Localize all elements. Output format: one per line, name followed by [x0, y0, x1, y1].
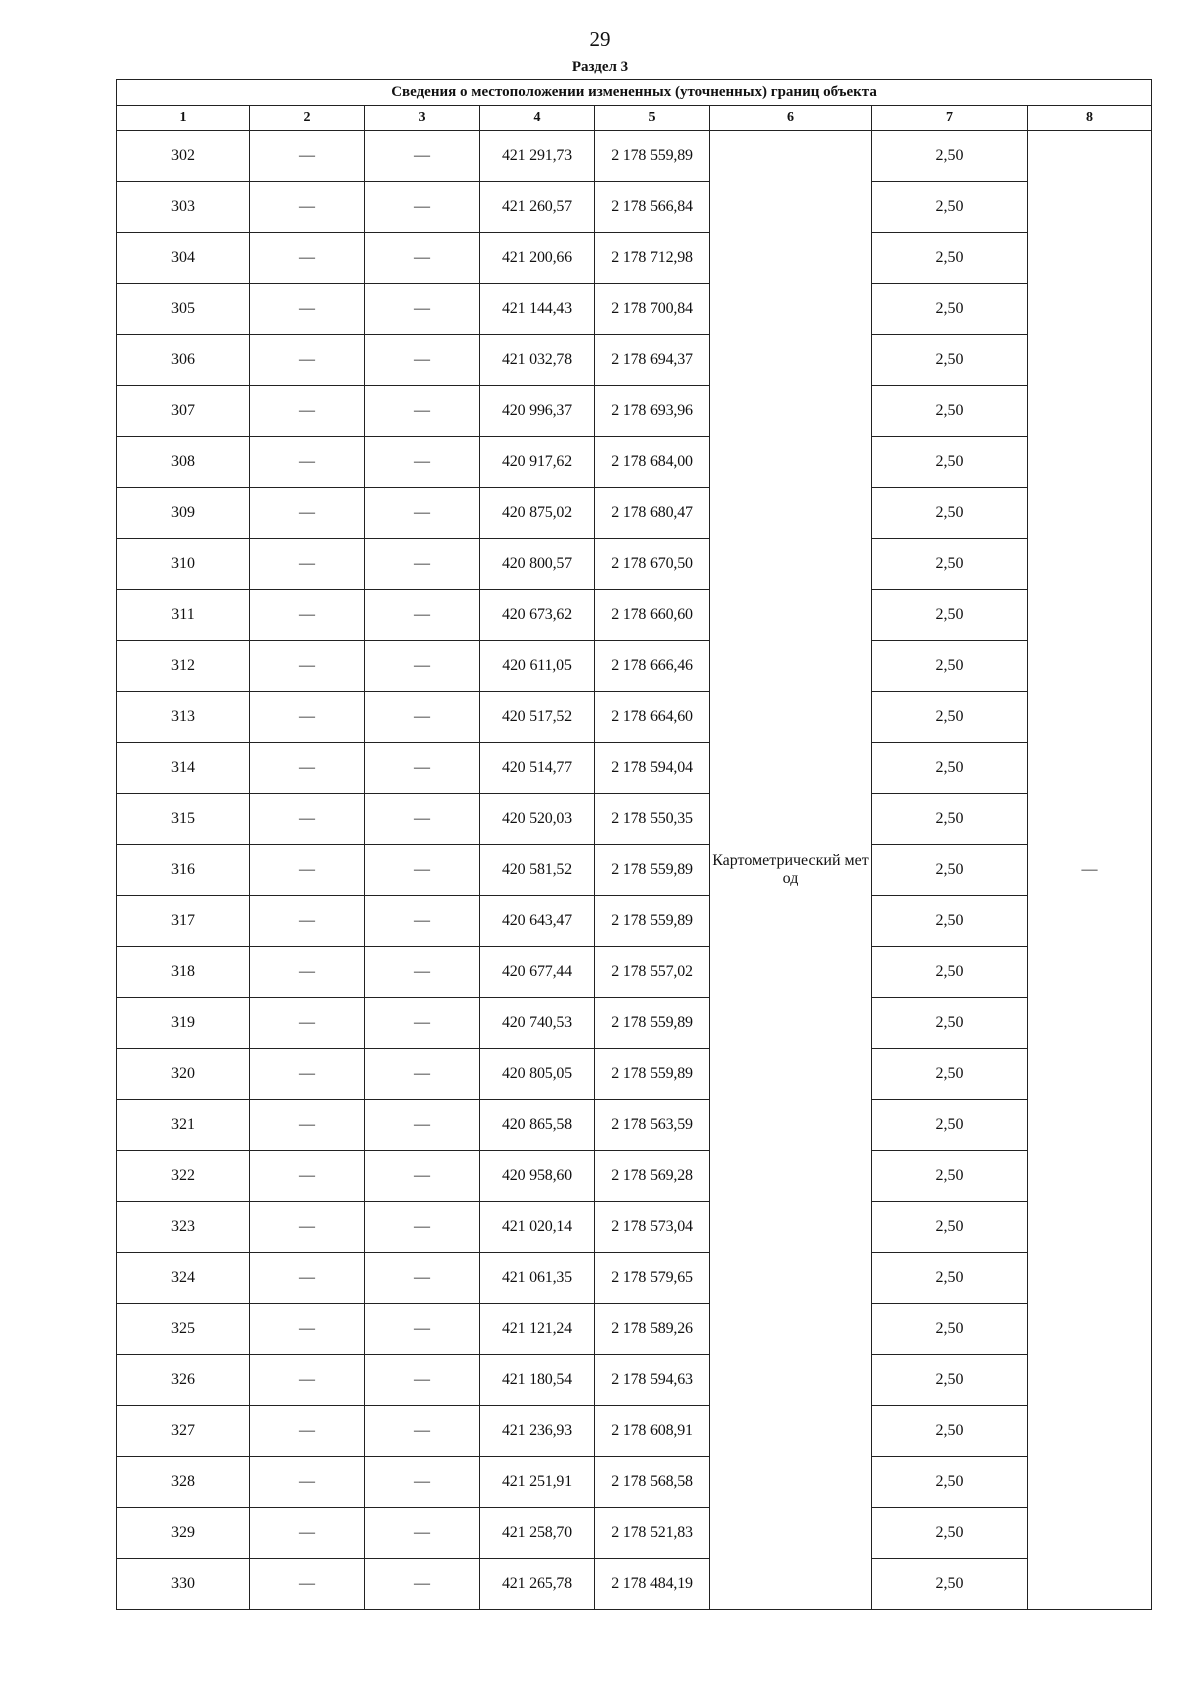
x-coordinate-cell: 421 032,78: [480, 335, 595, 386]
table-row: [117, 182, 1152, 233]
point-number-cell: 312: [117, 641, 250, 692]
x-coordinate-cell: 421 200,66: [480, 233, 595, 284]
column-2-cell: —: [250, 998, 365, 1049]
column-3-cell: —: [365, 845, 480, 896]
column-number-1: 1: [117, 106, 250, 131]
column-number-5: 5: [595, 106, 710, 131]
accuracy-cell: 2,50: [872, 1508, 1028, 1559]
point-number-cell: 317: [117, 896, 250, 947]
y-coordinate-cell: 2 178 566,84: [595, 182, 710, 233]
accuracy-cell: 2,50: [872, 692, 1028, 743]
column-2-cell: —: [250, 947, 365, 998]
table-row: [117, 590, 1152, 641]
point-number-cell: 318: [117, 947, 250, 998]
column-2-cell: —: [250, 1049, 365, 1100]
table-row: [117, 1202, 1152, 1253]
column-2-cell: —: [250, 1304, 365, 1355]
x-coordinate-cell: 421 291,73: [480, 131, 595, 182]
column-2-cell: —: [250, 1355, 365, 1406]
point-number-cell: 324: [117, 1253, 250, 1304]
table-row: [117, 539, 1152, 590]
column-2-cell: —: [250, 1457, 365, 1508]
column-3-cell: —: [365, 947, 480, 998]
column-3-cell: —: [365, 998, 480, 1049]
table-row: [117, 896, 1152, 947]
point-number-cell: 303: [117, 182, 250, 233]
table-row: [117, 335, 1152, 386]
method-cell: Картометрический метод: [710, 131, 872, 1610]
column-3-cell: —: [365, 1202, 480, 1253]
table-row: [117, 488, 1152, 539]
y-coordinate-cell: 2 178 563,59: [595, 1100, 710, 1151]
x-coordinate-cell: 421 061,35: [480, 1253, 595, 1304]
table-row: [117, 1355, 1152, 1406]
column-2-cell: —: [250, 1202, 365, 1253]
point-number-cell: 325: [117, 1304, 250, 1355]
y-coordinate-cell: 2 178 484,19: [595, 1559, 710, 1610]
column-2-cell: —: [250, 1100, 365, 1151]
column-2-cell: —: [250, 794, 365, 845]
y-coordinate-cell: 2 178 666,46: [595, 641, 710, 692]
accuracy-cell: 2,50: [872, 284, 1028, 335]
table-row: [117, 1049, 1152, 1100]
y-coordinate-cell: 2 178 660,60: [595, 590, 710, 641]
table-row: [117, 1457, 1152, 1508]
point-number-cell: 306: [117, 335, 250, 386]
column-3-cell: —: [365, 692, 480, 743]
column-2-cell: —: [250, 1508, 365, 1559]
section-title: Раздел 3: [571, 59, 629, 75]
y-coordinate-cell: 2 178 670,50: [595, 539, 710, 590]
accuracy-cell: 2,50: [872, 794, 1028, 845]
point-number-cell: 321: [117, 1100, 250, 1151]
accuracy-cell: 2,50: [872, 590, 1028, 641]
accuracy-cell: 2,50: [872, 1406, 1028, 1457]
table-row: [117, 233, 1152, 284]
x-coordinate-cell: 420 517,52: [480, 692, 595, 743]
accuracy-cell: 2,50: [872, 1253, 1028, 1304]
column-2-cell: —: [250, 437, 365, 488]
column-2-cell: —: [250, 539, 365, 590]
column-2-cell: —: [250, 182, 365, 233]
table-row: [117, 1253, 1152, 1304]
point-number-cell: 308: [117, 437, 250, 488]
column-2-cell: —: [250, 131, 365, 182]
column-3-cell: —: [365, 1406, 480, 1457]
column-3-cell: —: [365, 590, 480, 641]
table-row: [117, 284, 1152, 335]
table-row: [117, 947, 1152, 998]
accuracy-cell: 2,50: [872, 182, 1028, 233]
x-coordinate-cell: 420 611,05: [480, 641, 595, 692]
table-row: [117, 1406, 1152, 1457]
accuracy-cell: 2,50: [872, 641, 1028, 692]
table-row: [117, 1151, 1152, 1202]
column-3-cell: —: [365, 743, 480, 794]
table-row: [117, 1508, 1152, 1559]
column-2-cell: —: [250, 1253, 365, 1304]
point-number-cell: 328: [117, 1457, 250, 1508]
x-coordinate-cell: 421 236,93: [480, 1406, 595, 1457]
point-number-cell: 327: [117, 1406, 250, 1457]
y-coordinate-cell: 2 178 559,89: [595, 131, 710, 182]
x-coordinate-cell: 421 121,24: [480, 1304, 595, 1355]
accuracy-cell: 2,50: [872, 437, 1028, 488]
accuracy-cell: 2,50: [872, 1457, 1028, 1508]
x-coordinate-cell: 420 958,60: [480, 1151, 595, 1202]
column-number-3: 3: [365, 106, 480, 131]
table-row: [117, 1304, 1152, 1355]
point-number-cell: 319: [117, 998, 250, 1049]
point-number-cell: 326: [117, 1355, 250, 1406]
x-coordinate-cell: 421 180,54: [480, 1355, 595, 1406]
column-2-cell: —: [250, 641, 365, 692]
x-coordinate-cell: 421 020,14: [480, 1202, 595, 1253]
x-coordinate-cell: 420 805,05: [480, 1049, 595, 1100]
accuracy-cell: 2,50: [872, 1202, 1028, 1253]
table-row: [117, 641, 1152, 692]
column-3-cell: —: [365, 1151, 480, 1202]
table-row: [117, 386, 1152, 437]
accuracy-cell: 2,50: [872, 1559, 1028, 1610]
accuracy-cell: 2,50: [872, 845, 1028, 896]
column-2-cell: —: [250, 692, 365, 743]
column-3-cell: —: [365, 539, 480, 590]
x-coordinate-cell: 420 865,58: [480, 1100, 595, 1151]
page-number: 29: [589, 27, 611, 51]
column-2-cell: —: [250, 896, 365, 947]
y-coordinate-cell: 2 178 589,26: [595, 1304, 710, 1355]
y-coordinate-cell: 2 178 608,91: [595, 1406, 710, 1457]
x-coordinate-cell: 420 643,47: [480, 896, 595, 947]
y-coordinate-cell: 2 178 559,89: [595, 896, 710, 947]
column-3-cell: —: [365, 1253, 480, 1304]
table-row: [117, 437, 1152, 488]
x-coordinate-cell: 420 520,03: [480, 794, 595, 845]
column-8-cell: —: [1028, 131, 1152, 1610]
x-coordinate-cell: 420 800,57: [480, 539, 595, 590]
x-coordinate-cell: 420 996,37: [480, 386, 595, 437]
x-coordinate-cell: 420 875,02: [480, 488, 595, 539]
y-coordinate-cell: 2 178 573,04: [595, 1202, 710, 1253]
accuracy-cell: 2,50: [872, 998, 1028, 1049]
column-2-cell: —: [250, 743, 365, 794]
table-row: [117, 794, 1152, 845]
column-3-cell: —: [365, 386, 480, 437]
accuracy-cell: 2,50: [872, 386, 1028, 437]
column-2-cell: —: [250, 845, 365, 896]
x-coordinate-cell: 421 265,78: [480, 1559, 595, 1610]
column-3-cell: —: [365, 284, 480, 335]
point-number-cell: 311: [117, 590, 250, 641]
table-row: [117, 692, 1152, 743]
column-3-cell: —: [365, 1049, 480, 1100]
accuracy-cell: 2,50: [872, 947, 1028, 998]
x-coordinate-cell: 420 673,62: [480, 590, 595, 641]
table-row: [117, 131, 1152, 182]
column-3-cell: —: [365, 1100, 480, 1151]
y-coordinate-cell: 2 178 594,63: [595, 1355, 710, 1406]
column-3-cell: —: [365, 437, 480, 488]
y-coordinate-cell: 2 178 680,47: [595, 488, 710, 539]
accuracy-cell: 2,50: [872, 1304, 1028, 1355]
y-coordinate-cell: 2 178 568,58: [595, 1457, 710, 1508]
point-number-cell: 302: [117, 131, 250, 182]
column-number-2: 2: [250, 106, 365, 131]
point-number-cell: 307: [117, 386, 250, 437]
column-2-cell: —: [250, 1151, 365, 1202]
column-2-cell: —: [250, 488, 365, 539]
column-3-cell: —: [365, 131, 480, 182]
table-body: [117, 131, 1152, 1610]
y-coordinate-cell: 2 178 559,89: [595, 998, 710, 1049]
column-3-cell: —: [365, 641, 480, 692]
point-number-cell: 310: [117, 539, 250, 590]
column-3-cell: —: [365, 1508, 480, 1559]
accuracy-cell: 2,50: [872, 743, 1028, 794]
point-number-cell: 314: [117, 743, 250, 794]
accuracy-cell: 2,50: [872, 335, 1028, 386]
column-3-cell: —: [365, 488, 480, 539]
column-2-cell: —: [250, 335, 365, 386]
y-coordinate-cell: 2 178 521,83: [595, 1508, 710, 1559]
point-number-cell: 323: [117, 1202, 250, 1253]
column-3-cell: —: [365, 182, 480, 233]
point-number-cell: 330: [117, 1559, 250, 1610]
column-number-7: 7: [872, 106, 1028, 131]
x-coordinate-cell: 421 251,91: [480, 1457, 595, 1508]
table-row: [117, 1100, 1152, 1151]
point-number-cell: 320: [117, 1049, 250, 1100]
column-3-cell: —: [365, 335, 480, 386]
y-coordinate-cell: 2 178 700,84: [595, 284, 710, 335]
column-number-4: 4: [480, 106, 595, 131]
x-coordinate-cell: 420 677,44: [480, 947, 595, 998]
x-coordinate-cell: 420 514,77: [480, 743, 595, 794]
accuracy-cell: 2,50: [872, 539, 1028, 590]
y-coordinate-cell: 2 178 712,98: [595, 233, 710, 284]
y-coordinate-cell: 2 178 664,60: [595, 692, 710, 743]
x-coordinate-cell: 421 258,70: [480, 1508, 595, 1559]
column-2-cell: —: [250, 386, 365, 437]
table-row: [117, 1559, 1152, 1610]
y-coordinate-cell: 2 178 559,89: [595, 845, 710, 896]
point-number-cell: 305: [117, 284, 250, 335]
table-row: [117, 845, 1152, 896]
column-2-cell: —: [250, 233, 365, 284]
y-coordinate-cell: 2 178 550,35: [595, 794, 710, 845]
y-coordinate-cell: 2 178 693,96: [595, 386, 710, 437]
point-number-cell: 309: [117, 488, 250, 539]
accuracy-cell: 2,50: [872, 896, 1028, 947]
column-3-cell: —: [365, 794, 480, 845]
accuracy-cell: 2,50: [872, 488, 1028, 539]
column-3-cell: —: [365, 1457, 480, 1508]
accuracy-cell: 2,50: [872, 1151, 1028, 1202]
column-2-cell: —: [250, 590, 365, 641]
table-row: [117, 743, 1152, 794]
column-2-cell: —: [250, 284, 365, 335]
column-number-6: 6: [710, 106, 872, 131]
point-number-cell: 329: [117, 1508, 250, 1559]
boundary-coordinates-table: [116, 79, 1152, 1610]
y-coordinate-cell: 2 178 684,00: [595, 437, 710, 488]
table-row: [117, 998, 1152, 1049]
x-coordinate-cell: 420 917,62: [480, 437, 595, 488]
y-coordinate-cell: 2 178 579,65: [595, 1253, 710, 1304]
point-number-cell: 313: [117, 692, 250, 743]
column-3-cell: —: [365, 1559, 480, 1610]
accuracy-cell: 2,50: [872, 233, 1028, 284]
column-3-cell: —: [365, 233, 480, 284]
column-number-row: [117, 106, 1152, 131]
column-2-cell: —: [250, 1559, 365, 1610]
y-coordinate-cell: 2 178 594,04: [595, 743, 710, 794]
point-number-cell: 322: [117, 1151, 250, 1202]
column-2-cell: —: [250, 1406, 365, 1457]
column-number-8: 8: [1028, 106, 1152, 131]
y-coordinate-cell: 2 178 559,89: [595, 1049, 710, 1100]
accuracy-cell: 2,50: [872, 1100, 1028, 1151]
x-coordinate-cell: 421 260,57: [480, 182, 595, 233]
column-3-cell: —: [365, 1304, 480, 1355]
x-coordinate-cell: 420 581,52: [480, 845, 595, 896]
column-3-cell: —: [365, 896, 480, 947]
y-coordinate-cell: 2 178 569,28: [595, 1151, 710, 1202]
accuracy-cell: 2,50: [872, 131, 1028, 182]
column-3-cell: —: [365, 1355, 480, 1406]
y-coordinate-cell: 2 178 557,02: [595, 947, 710, 998]
point-number-cell: 316: [117, 845, 250, 896]
accuracy-cell: 2,50: [872, 1049, 1028, 1100]
point-number-cell: 304: [117, 233, 250, 284]
x-coordinate-cell: 420 740,53: [480, 998, 595, 1049]
table-caption: Сведения о местоположении измененных (уточненных) границ объекта: [117, 80, 1152, 106]
x-coordinate-cell: 421 144,43: [480, 284, 595, 335]
point-number-cell: 315: [117, 794, 250, 845]
accuracy-cell: 2,50: [872, 1355, 1028, 1406]
y-coordinate-cell: 2 178 694,37: [595, 335, 710, 386]
